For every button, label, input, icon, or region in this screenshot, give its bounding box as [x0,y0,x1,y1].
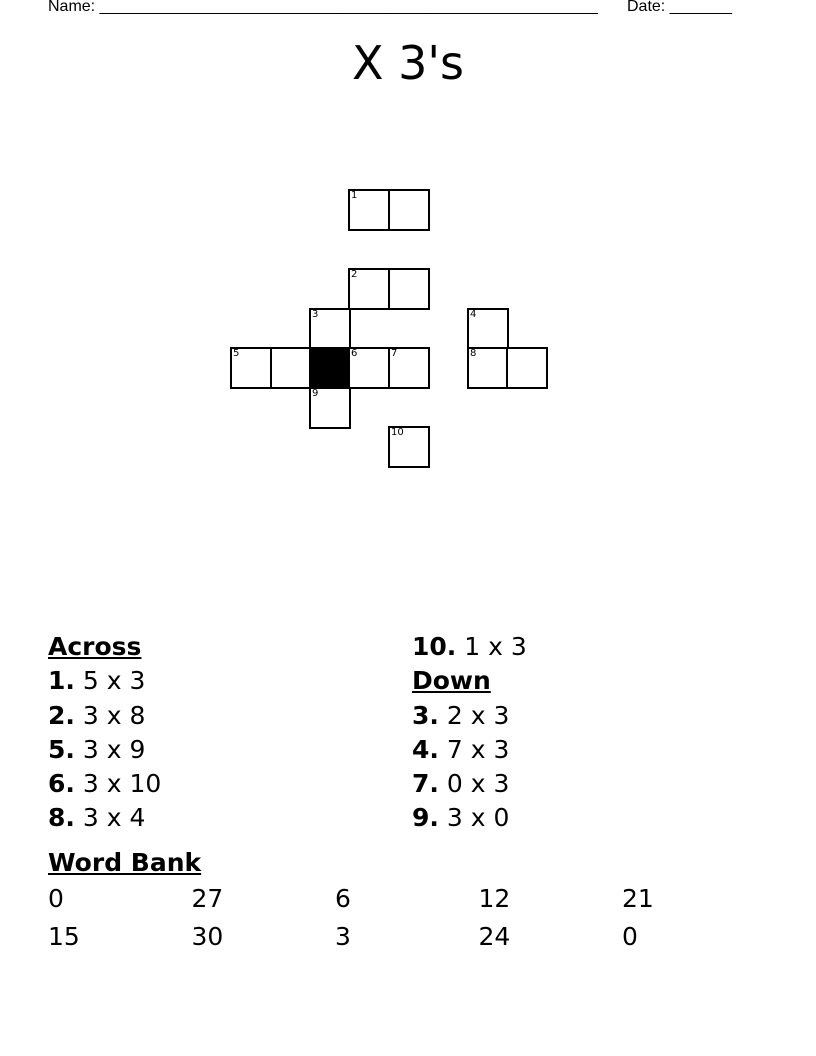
grid-cell[interactable] [230,347,272,389]
across-heading: Across [48,632,142,661]
grid-cell[interactable] [388,189,430,231]
clue-item [412,767,527,801]
clue-num: 6. [48,769,75,799]
clue-num: 7. [412,769,439,799]
word-bank-item: 0 [48,884,64,913]
clue-number: 8 [470,348,477,359]
clue-number: 9 [312,388,319,399]
clue-number: 7 [391,348,398,359]
word-bank-heading: Word Bank [48,848,202,877]
clue-number: 5 [233,348,240,359]
clue-text: 0 x 3 [446,769,510,799]
grid-cell[interactable] [388,347,430,389]
word-bank-item: 3 [335,922,351,951]
clue-num: 2. [48,700,75,730]
clue-num: 8. [48,803,75,833]
clue-number: 6 [351,348,358,359]
black-cell [309,347,351,389]
clue-text: 3 x 9 [82,734,146,764]
grid-cell[interactable] [348,268,390,310]
grid-cell[interactable] [467,308,509,350]
crossword-grid [0,0,816,480]
clue-text: 5 x 3 [82,666,146,696]
clue-num: 4. [412,734,439,764]
clue-num: 1. [48,666,75,696]
down-heading: Down [412,666,491,696]
grid-cell[interactable] [388,426,430,468]
clue-text: 3 x 8 [82,700,146,730]
word-bank-item: 30 [191,922,224,951]
clue-num: 9. [412,803,439,833]
word-bank-item: 0 [622,922,638,951]
clue-text: 3 x 10 [82,769,162,799]
clue-item [48,664,161,698]
grid-cell[interactable] [348,189,390,231]
clue-num: 5. [48,734,75,764]
grid-cell[interactable] [309,308,351,350]
clue-item [412,801,527,835]
clue-text: 1 x 3 [464,632,527,661]
clue-num: 3. [412,700,439,730]
clue-item [48,699,161,733]
clue-number: 4 [470,309,477,320]
grid-cell[interactable] [348,347,390,389]
word-bank-item: 6 [335,884,351,913]
word-bank-item: 12 [478,884,511,913]
clue-text: 3 x 4 [82,803,146,833]
clue-text: 2 x 3 [446,700,510,730]
clue-item [48,733,161,767]
clue-item [412,699,527,733]
name-field-label: Name: ________________________________________________________ [48,0,598,15]
word-bank-row [48,922,766,951]
date-field-label: Date: _______ [627,0,732,15]
clue-item [412,630,527,664]
clue-item [412,733,527,767]
clue-number: 3 [312,309,319,320]
word-bank-item: 15 [48,922,80,951]
grid-cell[interactable] [309,387,351,429]
clue-num: 10. [412,632,457,661]
clue-text: 7 x 3 [446,734,510,764]
grid-cell[interactable] [467,347,509,389]
word-bank-item: 24 [478,922,511,951]
clue-number: 10 [391,427,404,438]
grid-cell[interactable] [388,268,430,310]
clue-item [48,767,161,801]
word-bank-row [48,884,766,913]
grid-cell[interactable] [270,347,312,389]
word-bank-item: 21 [622,884,654,913]
clue-item [48,801,161,835]
clue-number: 1 [351,190,358,201]
clue-text: 3 x 0 [446,803,510,833]
word-bank-item: 27 [191,884,224,913]
clue-number: 2 [351,269,358,280]
down-clues [412,630,527,836]
grid-cell[interactable] [506,347,548,389]
across-clues [48,630,161,836]
page-title: X 3's [351,36,464,90]
